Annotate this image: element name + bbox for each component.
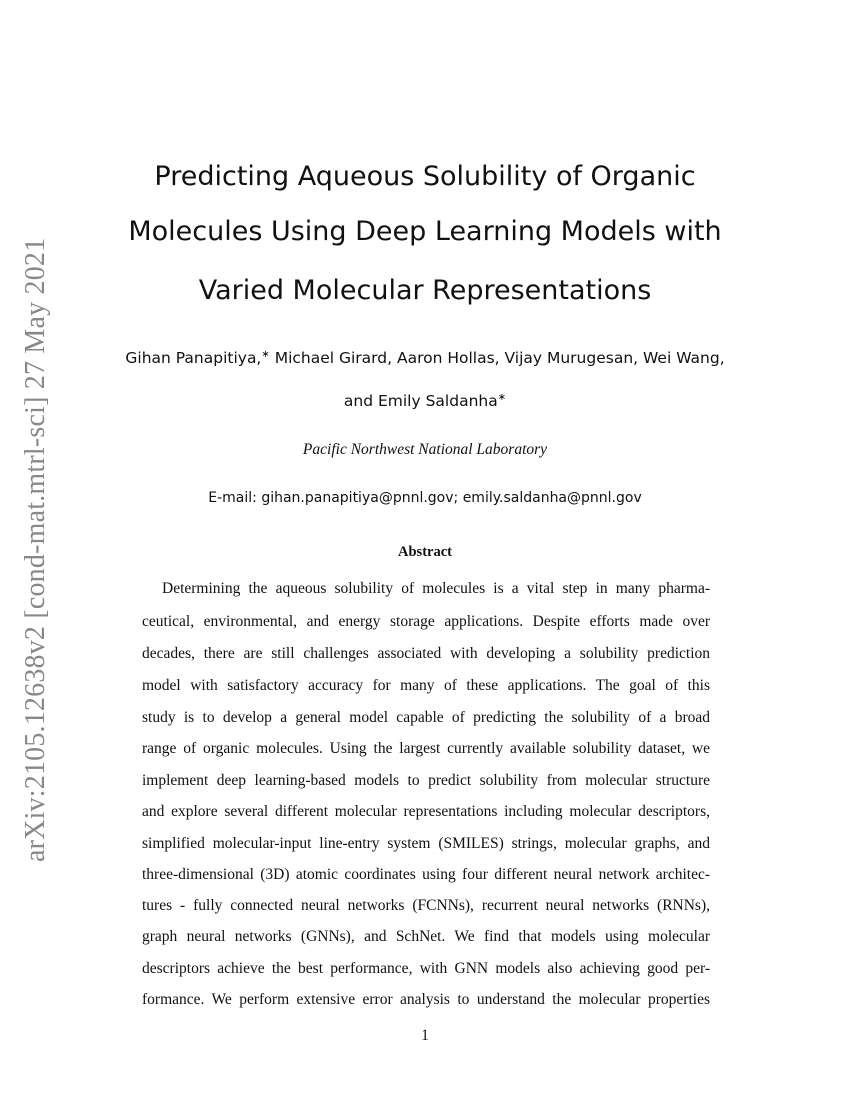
abstract-text-line: implement deep learning-based models to predict solubility from molecular structure [142, 772, 710, 789]
affiliation: Pacific Northwest National Laboratory [302, 441, 548, 458]
abstract-heading: Abstract [398, 544, 452, 560]
abstract-text-line: and explore several different molecular representations including molecular descriptors, [142, 803, 710, 820]
paper-title-line-3: Varied Molecular Representations [198, 275, 652, 306]
corresponding-author-mark: ∗ [261, 349, 270, 360]
paper-title-line-1: Predicting Aqueous Solubility of Organic [154, 161, 696, 192]
abstract-text-line: tures - fully connected neural networks (FCNNs), recurrent neural networks (RNNs), [142, 897, 710, 914]
abstract-text-line: Determining the aqueous solubility of molecules is a vital step in many pharma- [162, 580, 710, 597]
abstract-text-line: descriptors achieve the best performance, with GNN models also achieving good per- [142, 960, 710, 977]
author-list-line-2 [100, 392, 750, 410]
paper-title-line-2: Molecules Using Deep Learning Models with [128, 216, 722, 247]
author-name-first: Gihan Panapitiya, [125, 349, 262, 367]
abstract-text-line: formance. We perform extensive error analysis to understand the molecular properties [142, 991, 710, 1008]
abstract-text-line: range of organic molecules. Using the largest currently available solubility dataset, we [142, 740, 710, 757]
abstract-text-line: model with satisfactory accuracy for many of these applications. The goal of this [142, 677, 710, 694]
corresponding-author-mark: ∗ [497, 392, 507, 403]
page-number: 1 [421, 1027, 429, 1044]
abstract-text-line: decades, there are still challenges associated with developing a solubility prediction [142, 645, 710, 662]
abstract-text-line: simplified molecular-input line-entry system (SMILES) strings, molecular graphs, and [142, 835, 710, 852]
abstract-text-line: ceutical, environmental, and energy storage applications. Despite efforts made over [142, 613, 710, 630]
author-name-last: and Emily Saldanha [343, 392, 498, 410]
abstract-text-line: study is to develop a general model capable of predicting the solubility of a broad [142, 709, 710, 726]
abstract-text-line: graph neural networks (GNNs), and SchNet. We find that models using molecular [142, 928, 710, 945]
abstract-text-line: three-dimensional (3D) atomic coordinates using four different neural network architec- [142, 866, 710, 883]
arxiv-identifier-text: arXiv:2105.12638v2 [cond-mat.mtrl-sci] 27 May 2021 [20, 237, 51, 862]
author-names-rest: Michael Girard, Aaron Hollas, Vijay Murugesan, Wei Wang, [269, 349, 725, 367]
contact-email: E-mail: gihan.panapitiya@pnnl.gov; emily.saldanha@pnnl.gov [208, 490, 642, 506]
author-list-line-1 [100, 349, 750, 367]
